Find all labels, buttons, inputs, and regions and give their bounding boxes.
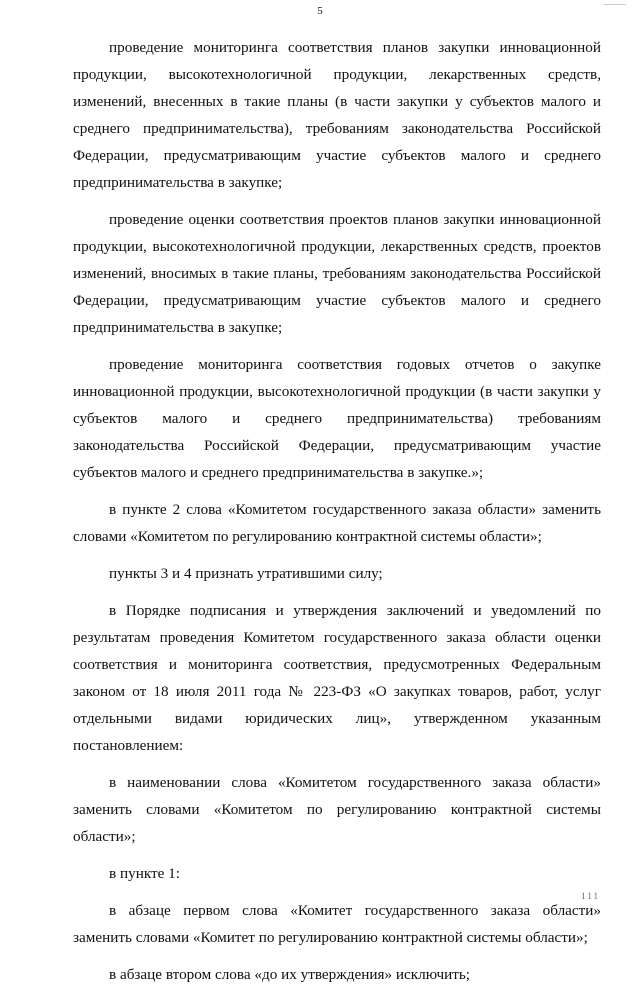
paragraph-title-replacement: в наименовании слова «Комитетом государственного заказа области» заменить словами «Комитетом по регулированию контрактной системы области»; <box>73 774 601 845</box>
paragraph-second-subparagraph: в абзаце втором слова «до их утверждения» исключить; <box>109 966 471 983</box>
paragraph-monitoring-plans: проведение мониторинга соответствия планов закупки инновационной продукции, высокотехнологичной продукции, лекарственных средств, изменений, внесенных в такие планы (в части закупки у субъектов малого и среднего предпринимательства), требованиям законодательства Российской Федерации, предусматривающим участие субъектов малого и среднего предпринимательства в закупке; <box>73 39 601 191</box>
paragraph-monitoring-annual-reports: проведение мониторинга соответствия годовых отчетов о закупке инновационной продукции, высокотехнологичной продукции (в части закупки у субъектов малого и среднего предпринимательства) требованиям законодательства Российской Федерации, предусматривающим участие субъектов малого и среднего предпринимательства в закупке.»; <box>73 356 601 481</box>
page-number: 5 <box>317 5 323 17</box>
paragraph-assessment-draft-plans: проведение оценки соответствия проектов планов закупки инновационной продукции, высокотехнологичной продукции, лекарственных средств, проектов изменений, вносимых в такие планы, требованиям законодательства Российской Федерации, предусматривающим участие субъектов малого и среднего предпринимательства в закупке; <box>73 211 601 336</box>
paragraph-points-3-4-void: пункты 3 и 4 признать утратившими силу; <box>109 565 383 582</box>
paragraph-point-1-heading: в пункте 1: <box>109 865 180 882</box>
paragraph-procedure-amendments: в Порядке подписания и утверждения заключений и уведомлений по результатам проведения Комитетом государственного заказа области оценки соответствия и мониторинга соответствия, предусмотренных Федеральным законом от 18 июля 2011 года № 223-ФЗ «О закупках товаров, работ, услуг отдельными видами юридических лиц», утвержденном указанным постановлением: <box>73 602 601 754</box>
document-body <box>73 34 601 988</box>
page-bottom-mark: 111 <box>581 891 600 901</box>
paragraph-first-subparagraph: в абзаце первом слова «Комитет государственного заказа области» заменить словами «Комитет по регулированию контрактной системы области»; <box>73 902 601 946</box>
paragraph-point-2-replacement: в пункте 2 слова «Комитетом государственного заказа области» заменить словами «Комитетом по регулированию контрактной системы области»; <box>73 501 601 545</box>
